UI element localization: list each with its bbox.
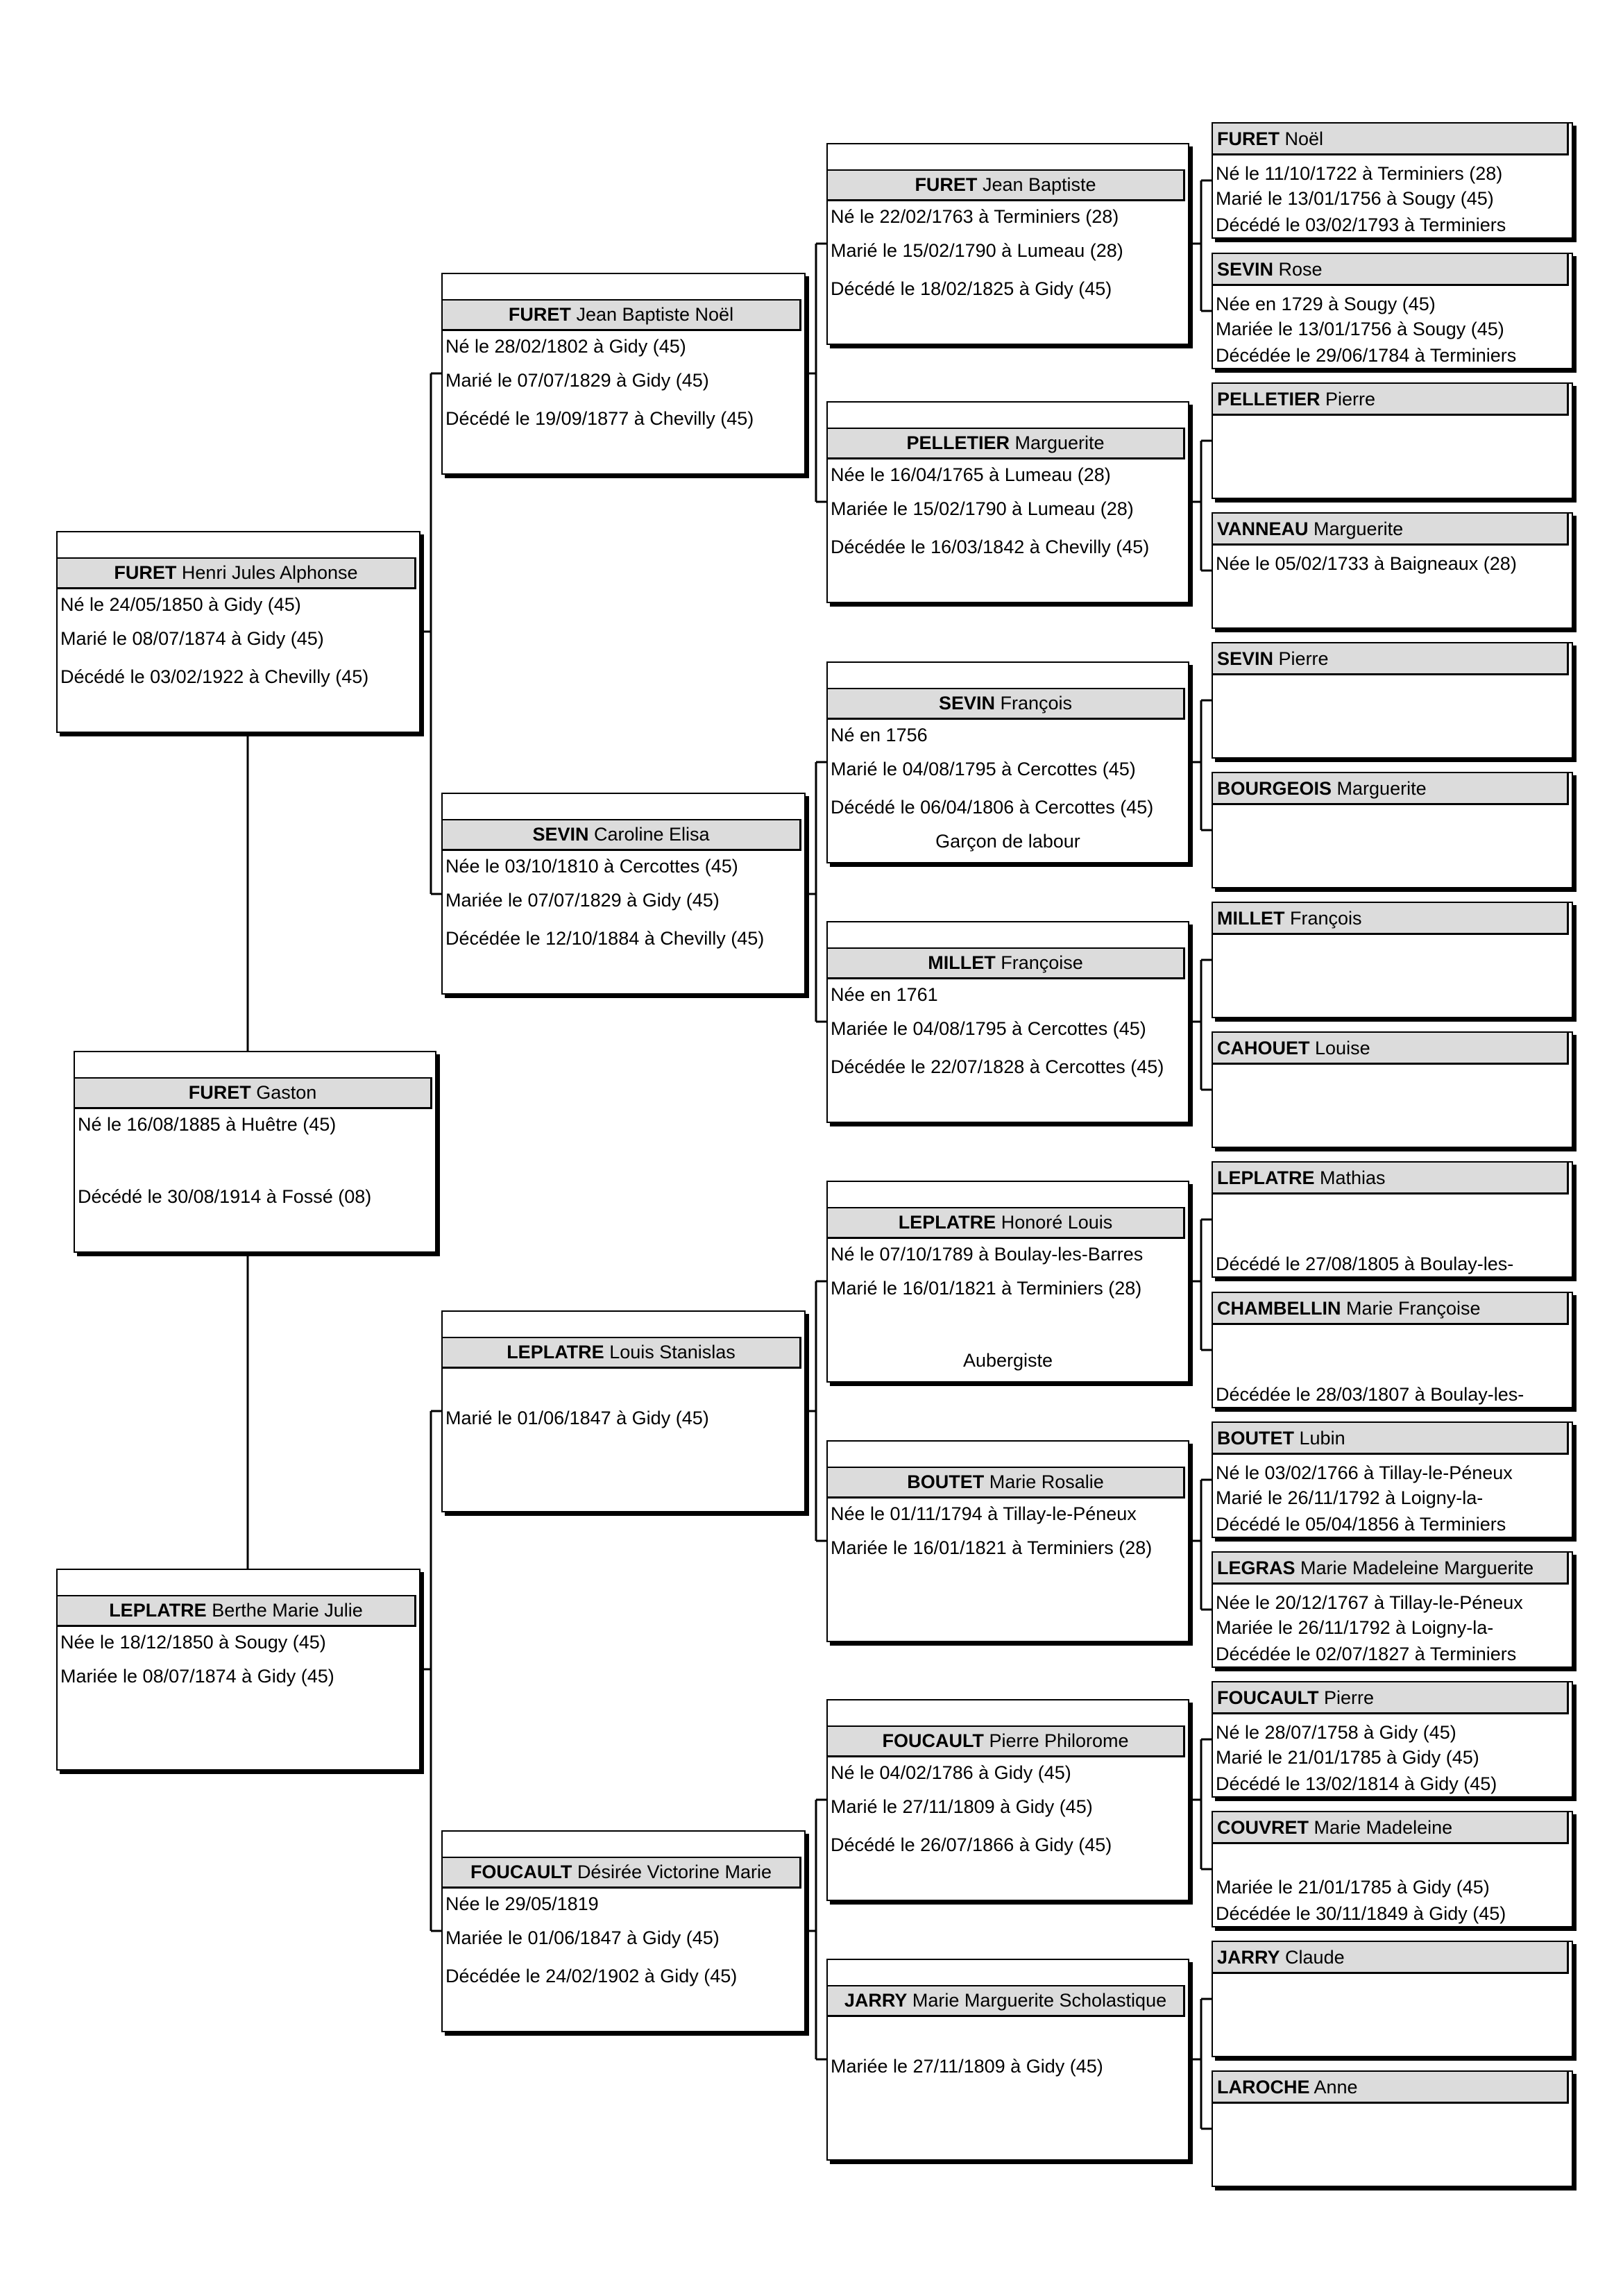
given-names: Pierre Philorome [989, 1730, 1129, 1751]
connector-gen3-gen4 [806, 244, 826, 502]
surname: FOUCAULT [470, 1862, 572, 1882]
person-name [56, 1595, 416, 1627]
marriage-line: Marié le 08/07/1874 à Gidy (45) [60, 628, 324, 649]
person-name [826, 1207, 1185, 1239]
person-name [1212, 772, 1569, 805]
marriage-line: Marié le 16/01/1821 à Terminiers (28) [831, 1278, 1142, 1299]
person-card-furet-gaston [74, 1051, 436, 1253]
person-card-chambellin-marie-francoise [1212, 1292, 1573, 1408]
birth-line: Né le 03/02/1766 à Tillay-le-Péneux [1216, 1462, 1513, 1483]
given-names: Pierre [1325, 389, 1376, 410]
death-line: Décédé le 06/04/1806 à Cercottes (45) [831, 797, 1154, 818]
person-card-furet-henri-jules-alphonse [56, 531, 420, 733]
marriage-line: Mariée le 16/01/1821 à Terminiers (28) [831, 1537, 1153, 1558]
person-card-laroche-anne [1212, 2070, 1573, 2187]
person-card-cahouet-louise [1212, 1031, 1573, 1148]
person-card-pelletier-pierre [1212, 382, 1573, 499]
death-line: Décédée le 29/06/1784 à Terminiers [1216, 345, 1517, 366]
surname: SEVIN [1217, 259, 1274, 280]
death-line: Décédée le 28/03/1807 à Boulay-les- [1216, 1384, 1524, 1405]
person-card-furet-jean-baptiste [826, 143, 1189, 345]
person-card-vanneau-marguerite [1212, 512, 1573, 629]
surname: FOUCAULT [882, 1730, 984, 1751]
person-card-leplatre-berthe-marie-julie [56, 1569, 420, 1771]
given-names: Désirée Victorine Marie [577, 1862, 772, 1882]
person-card-sevin-francois [826, 661, 1189, 863]
marriage-line: Mariée le 08/07/1874 à Gidy (45) [60, 1666, 334, 1687]
given-names: Pierre [1324, 1687, 1375, 1708]
given-names: Marguerite [1014, 432, 1105, 453]
given-names: Marie Marguerite Scholastique [912, 1990, 1167, 2011]
given-names: Henri Jules Alphonse [181, 562, 358, 583]
person-name [826, 1725, 1185, 1757]
birth-line: Né le 11/10/1722 à Terminiers (28) [1216, 163, 1503, 184]
person-name [441, 299, 801, 331]
connector-gen3-gen4 [806, 1281, 826, 1541]
person-card-leplatre-louis-stanislas [441, 1310, 806, 1512]
connector-gen2-gen3-lower [420, 1411, 441, 1931]
person-name [826, 947, 1185, 979]
surname: SEVIN [1217, 648, 1274, 669]
person-name [1212, 1421, 1569, 1455]
death-line: Décédée le 12/10/1884 à Chevilly (45) [445, 928, 765, 949]
death-line: Décédé le 19/09/1877 à Chevilly (45) [445, 408, 754, 429]
marriage-line: Mariée le 04/08/1795 à Cercottes (45) [831, 1018, 1146, 1039]
person-card-millet-francois [1212, 902, 1573, 1018]
given-names: François [1290, 908, 1362, 929]
person-card-sevin-pierre [1212, 642, 1573, 759]
given-names: Marie Rosalie [989, 1471, 1104, 1492]
death-line: Décédé le 26/07/1866 à Gidy (45) [831, 1834, 1112, 1855]
surname: BOUTET [1217, 1428, 1294, 1449]
surname: LEPLATRE [507, 1342, 604, 1362]
given-names: Louis Stanislas [609, 1342, 736, 1362]
surname: LEPLATRE [1217, 1167, 1315, 1188]
person-card-foucault-pierre [1212, 1681, 1573, 1798]
person-card-foucault-pierre-philorome [826, 1699, 1189, 1901]
death-line: Décédée le 16/03/1842 à Chevilly (45) [831, 537, 1150, 557]
marriage-line: Mariée le 15/02/1790 à Lumeau (28) [831, 498, 1134, 519]
birth-line: Née en 1729 à Sougy (45) [1216, 294, 1436, 314]
marriage-line: Mariée le 26/11/1792 à Loigny-la- [1216, 1617, 1494, 1638]
birth-line: Né le 28/02/1802 à Gidy (45) [445, 336, 686, 357]
person-name [1212, 1161, 1569, 1195]
marriage-line: Marié le 15/02/1790 à Lumeau (28) [831, 240, 1123, 261]
surname: CAHOUET [1217, 1038, 1310, 1058]
given-names: Anne [1314, 2077, 1358, 2097]
person-name [1212, 902, 1569, 935]
given-names: Françoise [1001, 952, 1083, 973]
birth-line: Née le 16/04/1765 à Lumeau (28) [831, 464, 1111, 485]
marriage-line: Marié le 13/01/1756 à Sougy (45) [1216, 188, 1494, 209]
person-card-jarry-marie-marguerite-scholastique [826, 1959, 1189, 2161]
birth-line: Née le 18/12/1850 à Sougy (45) [60, 1632, 326, 1653]
marriage-line: Marié le 27/11/1809 à Gidy (45) [831, 1796, 1093, 1817]
death-line: Décédé le 05/04/1856 à Terminiers [1216, 1514, 1506, 1535]
birth-line: Né en 1756 [831, 725, 928, 745]
death-line: Décédé le 30/08/1914 à Fossé (08) [78, 1186, 372, 1207]
birth-line: Née en 1761 [831, 984, 938, 1005]
given-names: Louise [1315, 1038, 1370, 1058]
connector-gen2-gen3-upper [420, 373, 441, 894]
occupation-note: Aubergiste [962, 1350, 1053, 1371]
surname: FURET [1217, 128, 1280, 149]
surname: JARRY [1217, 1947, 1280, 1968]
birth-line: Née le 01/11/1794 à Tillay-le-Péneux [831, 1503, 1137, 1524]
given-names: Pierre [1278, 648, 1329, 669]
connector-gen4-gen5 [1189, 700, 1212, 830]
death-line: Décédé le 13/02/1814 à Gidy (45) [1216, 1773, 1497, 1794]
surname: LEGRAS [1217, 1558, 1295, 1578]
surname: FURET [508, 304, 571, 325]
person-name [1212, 1811, 1569, 1844]
person-card-millet-francoise [826, 921, 1189, 1123]
surname: VANNEAU [1217, 518, 1309, 539]
surname: PELLETIER [1217, 389, 1320, 410]
connector-gen3-gen4 [806, 762, 826, 1022]
connector-gen4-gen5 [1189, 960, 1212, 1090]
person-card-boutet-lubin [1212, 1421, 1573, 1538]
surname: MILLET [1217, 908, 1285, 929]
connector-gen4-gen5 [1189, 1219, 1212, 1350]
birth-line: Né le 28/07/1758 à Gidy (45) [1216, 1722, 1456, 1743]
surname: LEPLATRE [898, 1212, 996, 1233]
given-names: Jean Baptiste Noël [576, 304, 734, 325]
person-name [441, 819, 801, 851]
marriage-line: Marié le 26/11/1792 à Loigny-la- [1216, 1487, 1484, 1508]
birth-line: Né le 16/08/1885 à Huêtre (45) [78, 1114, 337, 1135]
birth-line: Née le 20/12/1767 à Tillay-le-Péneux [1216, 1592, 1523, 1613]
given-names: Mathias [1320, 1167, 1386, 1188]
surname: FOUCAULT [1217, 1687, 1319, 1708]
person-card-foucault-desiree-victorine-marie [441, 1830, 806, 2032]
person-name [1212, 1681, 1569, 1714]
marriage-line: Marié le 07/07/1829 à Gidy (45) [445, 370, 709, 391]
person-card-leplatre-honore-louis [826, 1181, 1189, 1383]
given-names: Marguerite [1336, 778, 1427, 799]
surname: FURET [188, 1082, 251, 1103]
person-name [441, 1337, 801, 1369]
person-card-leplatre-mathias [1212, 1161, 1573, 1278]
person-name [1212, 1292, 1569, 1325]
surname: MILLET [928, 952, 996, 973]
person-card-bourgeois-marguerite [1212, 772, 1573, 888]
given-names: Noël [1284, 128, 1324, 149]
death-line: Décédé le 18/02/1825 à Gidy (45) [831, 278, 1112, 299]
surname: BOUTET [907, 1471, 985, 1492]
person-name [1212, 2070, 1569, 2104]
marriage-line: Mariée le 21/01/1785 à Gidy (45) [1216, 1877, 1490, 1898]
marriage-line: Marié le 01/06/1847 à Gidy (45) [445, 1408, 709, 1428]
given-names: Jean Baptiste [982, 174, 1096, 195]
marriage-line: Mariée le 01/06/1847 à Gidy (45) [445, 1927, 720, 1948]
given-names: Marie Madeleine Marguerite [1300, 1558, 1534, 1578]
person-card-boutet-marie-rosalie [826, 1440, 1189, 1642]
marriage-line: Mariée le 13/01/1756 à Sougy (45) [1216, 319, 1504, 339]
given-names: Marie Françoise [1346, 1298, 1481, 1319]
given-names: Berthe Marie Julie [212, 1600, 363, 1621]
birth-line: Née le 29/05/1819 [445, 1893, 599, 1914]
person-name [826, 1985, 1185, 2017]
connector-gen4-gen5 [1189, 1739, 1212, 1869]
person-card-legras-marie-madeleine-marguerite [1212, 1551, 1573, 1668]
marriage-line: Mariée le 27/11/1809 à Gidy (45) [831, 2056, 1103, 2077]
person-name [1212, 253, 1569, 286]
person-name [1212, 1551, 1569, 1585]
person-name [826, 688, 1185, 720]
surname: CHAMBELLIN [1217, 1298, 1341, 1319]
person-name [1212, 512, 1569, 546]
death-line: Décédée le 30/11/1849 à Gidy (45) [1216, 1903, 1506, 1924]
person-card-furet-jean-baptiste-noel [441, 273, 806, 475]
person-name [826, 428, 1185, 459]
person-name [1212, 122, 1569, 155]
person-name [1212, 1031, 1569, 1065]
death-line: Décédé le 03/02/1922 à Chevilly (45) [60, 666, 369, 687]
birth-line: Née le 05/02/1733 à Baigneaux (28) [1216, 553, 1517, 574]
person-name [56, 557, 416, 589]
given-names: Gaston [256, 1082, 317, 1103]
person-card-couvret-marie-madeleine [1212, 1811, 1573, 1927]
marriage-line: Mariée le 07/07/1829 à Gidy (45) [445, 890, 720, 911]
birth-line: Né le 22/02/1763 à Terminiers (28) [831, 206, 1119, 227]
person-name [1212, 1941, 1569, 1974]
surname: FURET [114, 562, 177, 583]
given-names: Caroline Elisa [593, 824, 710, 845]
surname: SEVIN [938, 693, 995, 714]
person-card-jarry-claude [1212, 1941, 1573, 2057]
person-card-sevin-caroline-elisa [441, 793, 806, 995]
death-line: Décédé le 03/02/1793 à Terminiers [1216, 214, 1506, 235]
birth-line: Né le 07/10/1789 à Boulay-les-Barres [831, 1244, 1144, 1265]
birth-line: Né le 24/05/1850 à Gidy (45) [60, 594, 301, 615]
surname: PELLETIER [906, 432, 1010, 453]
surname: SEVIN [532, 824, 589, 845]
given-names: Marguerite [1314, 518, 1404, 539]
person-card-furet-noel [1212, 122, 1573, 239]
connector-gen4-gen5 [1189, 441, 1212, 571]
death-line: Décédée le 02/07/1827 à Terminiers [1216, 1644, 1517, 1664]
person-name [826, 169, 1185, 201]
marriage-line: Marié le 21/01/1785 à Gidy (45) [1216, 1747, 1479, 1768]
person-name [441, 1857, 801, 1889]
surname: FURET [915, 174, 978, 195]
occupation-note: Garçon de labour [935, 831, 1080, 852]
marriage-line: Marié le 04/08/1795 à Cercottes (45) [831, 759, 1136, 779]
connector-gen4-gen5 [1189, 1999, 1212, 2129]
given-names: Marie Madeleine [1314, 1817, 1453, 1838]
person-card-sevin-rose [1212, 253, 1573, 369]
surname: BOURGEOIS [1217, 778, 1332, 799]
surname: COUVRET [1217, 1817, 1309, 1838]
birth-line: Né le 04/02/1786 à Gidy (45) [831, 1762, 1071, 1783]
connector-gen3-gen4 [806, 1800, 826, 2059]
surname: LAROCHE [1217, 2077, 1310, 2097]
given-names: Honoré Louis [1001, 1212, 1113, 1233]
given-names: François [1000, 693, 1073, 714]
connector-gen4-gen5 [1189, 180, 1212, 311]
person-name [826, 1467, 1185, 1499]
surname: LEPLATRE [109, 1600, 207, 1621]
given-names: Rose [1278, 259, 1323, 280]
death-line: Décédée le 24/02/1902 à Gidy (45) [445, 1966, 738, 1986]
person-name [1212, 642, 1569, 675]
death-line: Décédé le 27/08/1805 à Boulay-les- [1216, 1253, 1514, 1274]
birth-line: Née le 03/10/1810 à Cercottes (45) [445, 856, 738, 877]
person-card-pelletier-marguerite [826, 401, 1189, 603]
connector-gen4-gen5 [1189, 1480, 1212, 1610]
given-names: Claude [1285, 1947, 1345, 1968]
death-line: Décédée le 22/07/1828 à Cercottes (45) [831, 1056, 1164, 1077]
person-name [1212, 382, 1569, 416]
surname: JARRY [844, 1990, 908, 2011]
given-names: Lubin [1299, 1428, 1345, 1449]
person-name [74, 1077, 432, 1109]
